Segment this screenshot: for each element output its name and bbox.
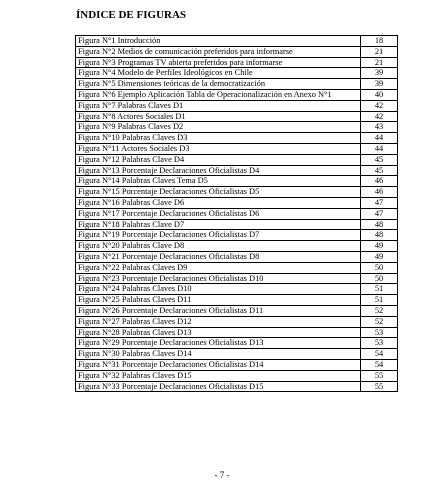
figure-label: Figura N°4 Modelo de Perfiles Ideológicos en Chile <box>76 68 361 79</box>
figure-page-number: 40 <box>361 89 398 100</box>
table-row <box>76 241 398 252</box>
figure-label: Figura N°28 Palabras Claves D13 <box>76 327 361 338</box>
figure-page-number: 55 <box>361 381 398 392</box>
table-row <box>76 208 398 219</box>
table-row <box>76 305 398 316</box>
figure-label: Figura N°18 Palabras Clave D7 <box>76 219 361 230</box>
figure-label: Figura N°7 Palabras Claves D1 <box>76 100 361 111</box>
figure-label: Figura N°20 Palabras Clave D8 <box>76 241 361 252</box>
figure-label: Figura N°16 Palabras Clave D6 <box>76 197 361 208</box>
table-row <box>76 57 398 68</box>
figure-label: Figura N°27 Palabras Claves D12 <box>76 316 361 327</box>
figure-label: Figura N°5 Dimensiones teóricas de la democratización <box>76 79 361 90</box>
figure-label: Figura N°19 Porcentaje Declaraciones Oficialistas D7 <box>76 230 361 241</box>
table-row <box>76 68 398 79</box>
table-row <box>76 219 398 230</box>
table-row <box>76 143 398 154</box>
table-row <box>76 111 398 122</box>
figure-page-number: 39 <box>361 68 398 79</box>
figure-label: Figura N°26 Porcentaje Declaraciones Oficialistas D11 <box>76 305 361 316</box>
figure-page-number: 45 <box>361 154 398 165</box>
figure-page-number: 51 <box>361 295 398 306</box>
figure-label: Figura N°21 Porcentaje Declaraciones Oficialistas D8 <box>76 251 361 262</box>
table-row <box>76 176 398 187</box>
figure-label: Figura N°8 Actores Sociales D1 <box>76 111 361 122</box>
table-row <box>76 79 398 90</box>
figure-label: Figura N°33 Porcentaje Declaraciones Oficialistas D15 <box>76 381 361 392</box>
figure-page-number: 21 <box>361 46 398 57</box>
figure-label: Figura N°30 Palabras Claves D14 <box>76 349 361 360</box>
figure-page-number: 53 <box>361 327 398 338</box>
figure-label: Figura N°1 Introducción <box>76 36 361 47</box>
figure-label: Figura N°32 Palabras Claves D15 <box>76 370 361 381</box>
figure-page-number: 49 <box>361 251 398 262</box>
figure-page-number: 46 <box>361 176 398 187</box>
table-row <box>76 133 398 144</box>
table-row <box>76 89 398 100</box>
figure-label: Figura N°23 Porcentaje Declaraciones Oficialistas D10 <box>76 273 361 284</box>
table-row <box>76 36 398 47</box>
figure-label: Figura N°24 Palabras Claves D10 <box>76 284 361 295</box>
table-row <box>76 370 398 381</box>
table-row <box>76 122 398 133</box>
page-title: ÍNDICE DE FIGURAS <box>76 9 187 21</box>
table-row <box>76 197 398 208</box>
figure-page-number: 49 <box>361 241 398 252</box>
figure-label: Figura N°15 Porcentaje Declaraciones Oficialistas D5 <box>76 187 361 198</box>
figure-page-number: 39 <box>361 79 398 90</box>
figure-page-number: 44 <box>361 133 398 144</box>
figure-label: Figura N°3 Programas TV abierta preferidos para informarse <box>76 57 361 68</box>
figure-page-number: 50 <box>361 273 398 284</box>
figure-label: Figura N°14 Palabras Claves Tema D5 <box>76 176 361 187</box>
table-row <box>76 154 398 165</box>
figure-label: Figura N°13 Porcentaje Declaraciones Oficialistas D4 <box>76 165 361 176</box>
figures-index-table <box>75 35 398 392</box>
table-row <box>76 316 398 327</box>
figure-page-number: 48 <box>361 219 398 230</box>
table-row <box>76 100 398 111</box>
table-row <box>76 381 398 392</box>
figure-label: Figura N°12 Palabras Clave D4 <box>76 154 361 165</box>
figure-page-number: 52 <box>361 305 398 316</box>
figure-label: Figura N°31 Porcentaje Declaraciones Oficialistas D14 <box>76 359 361 370</box>
table-row <box>76 338 398 349</box>
figure-label: Figura N°6 Ejemplo Aplicación Tabla de Operacionalización en Anexo N°1 <box>76 89 361 100</box>
table-row <box>76 273 398 284</box>
figures-index-body <box>76 36 398 392</box>
figure-page-number: 45 <box>361 165 398 176</box>
table-row <box>76 295 398 306</box>
figure-page-number: 18 <box>361 36 398 47</box>
figure-page-number: 51 <box>361 284 398 295</box>
figure-page-number: 44 <box>361 143 398 154</box>
table-row <box>76 46 398 57</box>
table-row <box>76 165 398 176</box>
figure-page-number: 53 <box>361 338 398 349</box>
figure-label: Figura N°17 Porcentaje Declaraciones Oficialistas D6 <box>76 208 361 219</box>
figure-page-number: 43 <box>361 122 398 133</box>
table-row <box>76 349 398 360</box>
figure-page-number: 47 <box>361 208 398 219</box>
figure-label: Figura N°22 Palabras Claves D9 <box>76 262 361 273</box>
figure-label: Figura N°9 Palabras Claves D2 <box>76 122 361 133</box>
figure-page-number: 48 <box>361 230 398 241</box>
figure-label: Figura N°11 Actores Sociales D3 <box>76 143 361 154</box>
figure-label: Figura N°10 Palabras Claves D3 <box>76 133 361 144</box>
table-row <box>76 284 398 295</box>
figure-label: Figura N°2 Medios de comunicación preferidos para informarse <box>76 46 361 57</box>
figure-page-number: 54 <box>361 349 398 360</box>
figure-page-number: 42 <box>361 111 398 122</box>
figure-page-number: 55 <box>361 370 398 381</box>
figure-label: Figura N°25 Palabras Claves D11 <box>76 295 361 306</box>
figure-page-number: 54 <box>361 359 398 370</box>
figure-page-number: 47 <box>361 197 398 208</box>
figure-page-number: 50 <box>361 262 398 273</box>
figure-label: Figura N°29 Porcentaje Declaraciones Oficialistas D13 <box>76 338 361 349</box>
table-row <box>76 187 398 198</box>
table-row <box>76 359 398 370</box>
page-number: - 7 - <box>214 470 230 480</box>
table-row <box>76 327 398 338</box>
figure-page-number: 21 <box>361 57 398 68</box>
table-row <box>76 251 398 262</box>
figure-page-number: 46 <box>361 187 398 198</box>
figure-page-number: 42 <box>361 100 398 111</box>
table-row <box>76 262 398 273</box>
table-row <box>76 230 398 241</box>
figure-page-number: 52 <box>361 316 398 327</box>
